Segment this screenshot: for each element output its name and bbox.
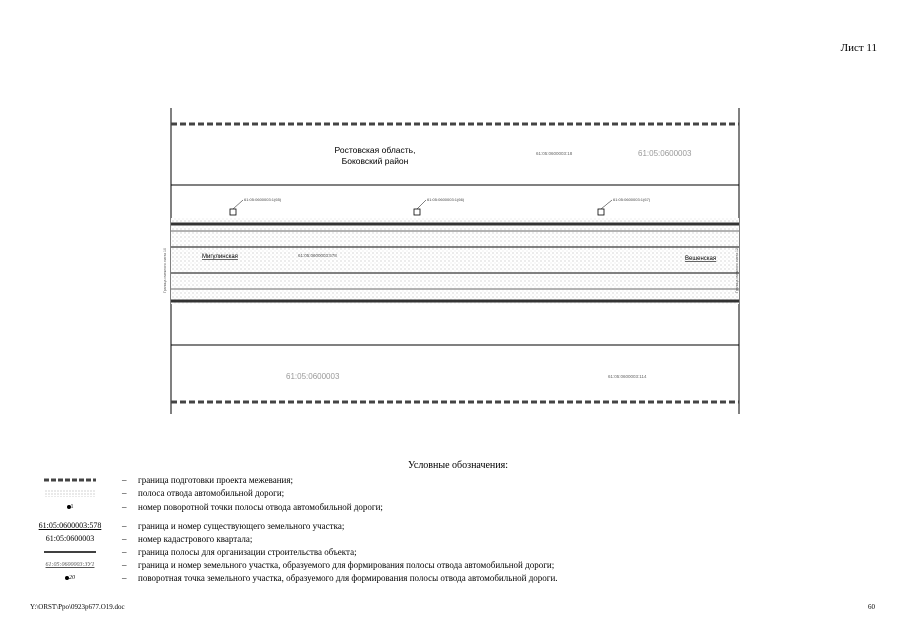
construction-strip-symbol <box>30 546 110 558</box>
parcel-number-road: 61:05:0600003:578 <box>298 253 337 258</box>
right-place-name: Вешенская <box>685 256 717 262</box>
legend-item <box>30 572 670 584</box>
legend-item <box>30 487 670 499</box>
legend-text: поворотная точка земельного участка, образуемого для формирования полосы отвода автомобильной дороги. <box>138 573 558 583</box>
turning-point-3-label: 61:05:0600003:1(67) <box>613 197 651 202</box>
legend-text: полоса отвода автомобильной дороги; <box>138 488 285 498</box>
legend-dash: – <box>122 573 127 583</box>
new-parcel-turning-point-symbol: 20 <box>30 572 110 584</box>
legend-item <box>30 533 670 545</box>
turning-point-3 <box>598 209 604 215</box>
legend-item <box>30 559 670 571</box>
sheet-label: Лист 11 <box>840 42 877 54</box>
new-parcel-symbol: 61:05:0600003:ЗУ1 <box>45 562 95 568</box>
legend-text: номер кадастрового квартала; <box>138 534 253 544</box>
legend-text: граница и номер земельного участка, образуемого для формирования полосы отвода автомобильной дороги; <box>138 560 555 570</box>
turning-point-1-label: 61:05:0600003:1(65) <box>244 197 282 202</box>
legend-item <box>30 474 670 486</box>
quarter-number-bottom: 61:05:0600003 <box>286 372 340 381</box>
legend-dash: – <box>122 475 127 485</box>
legend-text: граница подготовки проекта межевания; <box>138 475 294 485</box>
parcel-number-top: 61:05:0600003:18 <box>536 151 573 156</box>
legend-dash: – <box>122 521 127 531</box>
cadastral-map <box>163 108 742 414</box>
legend-dash: – <box>122 534 127 544</box>
page-number: 60 <box>868 603 875 611</box>
region-label-line1: Ростовская область, <box>334 145 416 155</box>
project-boundary-symbol <box>30 474 110 486</box>
legend-item <box>30 501 670 513</box>
existing-parcel-symbol: 61:05:0600003:578 <box>38 521 102 530</box>
parcel-number-bottom: 61:05:0600003:114 <box>608 374 647 379</box>
legend-dash: – <box>122 488 127 498</box>
cadastral-quarter-symbol: 61:05:0600003 <box>45 534 95 543</box>
turning-point-2 <box>414 209 420 215</box>
region-label-line2: Боковский район <box>341 156 409 166</box>
left-side-note: Граница смежного листа 10 <box>163 248 167 293</box>
legend-title: Условные обозначения: <box>408 460 509 471</box>
turning-point-number-symbol: 1 <box>30 501 110 513</box>
right-of-way-symbol <box>30 487 110 499</box>
legend-dash: – <box>122 560 127 570</box>
right-side-note: Граница смежного листа 12 <box>735 248 739 293</box>
quarter-number-top: 61:05:0600003 <box>638 149 692 158</box>
turning-point-2-label: 61:05:0600003:1(66) <box>427 197 465 202</box>
legend-item <box>30 546 670 558</box>
legend-text: граница полосы для организации строительства объекта; <box>138 547 357 557</box>
legend-text: номер поворотной точки полосы отвода автомобильной дороги; <box>138 502 383 512</box>
footer-file-path: Y:\ORST\Ppo\0923p677.О19.doc <box>30 603 125 611</box>
legend-dash: – <box>122 502 127 512</box>
legend-item <box>30 520 670 532</box>
turning-point-1 <box>230 209 236 215</box>
left-place-name: Мигулинская <box>202 254 238 260</box>
legend-text: граница и номер существующего земельного участка; <box>138 521 345 531</box>
legend-dash: – <box>122 547 127 557</box>
